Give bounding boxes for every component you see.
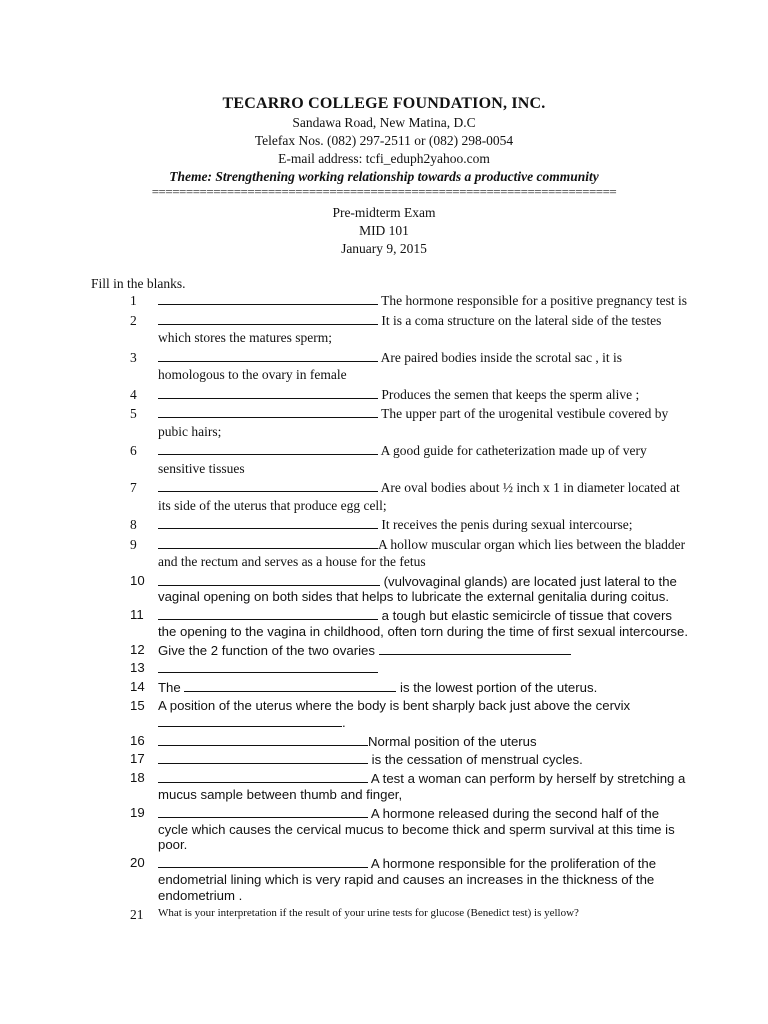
answer-blank[interactable] — [158, 480, 378, 492]
question-item — [130, 805, 690, 853]
question-text — [158, 679, 690, 696]
question-number: 2 — [130, 312, 137, 328]
theme-line: Theme: Strengthening working relationship towards a productive community — [169, 169, 599, 184]
answer-blank[interactable] — [158, 517, 378, 529]
question-text — [158, 642, 690, 659]
question-item — [130, 660, 690, 677]
question-item — [130, 770, 690, 803]
question-number: 7 — [130, 480, 137, 495]
question-text — [158, 479, 690, 514]
document-header — [0, 94, 768, 258]
question-description: a tough but elastic semicircle of tissue that covers the opening to the vagina in childhood, often torn during the time of first sexual intercourse. — [158, 608, 689, 639]
question-prompt: What is your interpretation if the result of your urine tests for glucose (Benedict test) is yellow? — [158, 906, 579, 919]
question-number: 4 — [130, 386, 137, 402]
question-description: Normal position of the uterus — [368, 733, 537, 749]
answer-blank[interactable] — [158, 537, 378, 549]
question-text — [158, 733, 690, 750]
question-number: 5 — [130, 406, 137, 421]
question-description: It is a coma structure on the lateral side of the testes which stores the matures sperm; — [158, 312, 662, 345]
question-description: It receives the penis during sexual intercourse; — [378, 517, 633, 532]
question-description: A hormone released during the second half of the cycle which causes the cervical mucus to become thick and sperm survival at this time is poor. — [158, 805, 675, 853]
question-number: 19 — [130, 804, 145, 820]
question-number: 17 — [130, 751, 145, 767]
question-text — [158, 405, 690, 440]
question-prompt: The — [158, 680, 185, 696]
question-text — [158, 349, 690, 384]
question-text — [158, 770, 690, 803]
instructions: Fill in the blanks. — [91, 276, 186, 291]
question-description: Produces the semen that keeps the sperm alive ; — [378, 386, 640, 402]
question-description: (vulvovaginal glands) are located just lateral to the vaginal opening on both sides that helps to lubricate the external genitalia during coitus. — [158, 573, 677, 605]
question-item — [130, 855, 690, 903]
question-description: Are oval bodies about ½ inch x 1 in diameter located at its side of the uterus that produce egg cell; — [158, 480, 680, 513]
question-item — [130, 733, 690, 750]
question-number: 10 — [130, 572, 145, 588]
exam-title: Pre-midterm Exam — [332, 205, 436, 220]
question-number: 9 — [130, 536, 137, 552]
question-number: 13 — [130, 660, 145, 676]
question-text — [158, 906, 690, 920]
answer-blank[interactable] — [158, 313, 378, 325]
answer-blank[interactable] — [158, 805, 368, 818]
answer-blank[interactable] — [158, 660, 378, 673]
answer-blank[interactable] — [158, 387, 378, 399]
question-text — [158, 805, 690, 853]
question-description: . — [342, 714, 346, 730]
question-item — [130, 679, 690, 696]
question-prompt: Give the 2 function of the two ovaries — [158, 642, 379, 658]
question-item — [130, 312, 690, 347]
question-item — [130, 479, 690, 514]
question-text — [158, 698, 690, 731]
school-address: Sandawa Road, New Matina, D.C — [292, 115, 476, 130]
question-item — [130, 536, 690, 571]
question-number: 11 — [130, 607, 144, 623]
question-item — [130, 349, 690, 384]
question-text — [158, 660, 690, 677]
question-text — [158, 751, 690, 768]
question-number: 8 — [130, 517, 137, 532]
email-line: E-mail address: tcfi_eduph2yahoo.com — [278, 151, 490, 166]
question-item — [130, 607, 690, 640]
question-description: A test a woman can perform by herself by stretching a mucus sample between thumb and finger, — [158, 771, 686, 803]
question-item — [130, 573, 690, 606]
question-item — [130, 906, 690, 924]
question-description: A hollow muscular organ which lies between the bladder and the rectum and serves as a house for the fetus — [158, 536, 686, 569]
answer-blank[interactable] — [379, 642, 571, 655]
question-text — [158, 442, 690, 477]
question-number: 12 — [130, 641, 145, 657]
question-number: 1 — [130, 293, 137, 308]
question-number: 6 — [130, 443, 137, 458]
answer-blank[interactable] — [158, 350, 378, 362]
question-item — [130, 698, 690, 731]
telefax-line: Telefax Nos. (082) 297-2511 or (082) 298-0054 — [254, 133, 514, 148]
course-code: MID 101 — [359, 223, 409, 238]
question-list — [130, 292, 690, 925]
question-description: A good guide for catheterization made up of very sensitive tissues — [158, 443, 647, 476]
answer-blank[interactable] — [158, 751, 368, 764]
question-prompt: A position of the uterus where the body is bent sharply back just above the cervix — [158, 698, 631, 714]
question-number: 15 — [130, 698, 145, 714]
question-number: 18 — [130, 770, 145, 786]
separator-rule: ==================================================================== — [151, 186, 617, 197]
question-item — [130, 442, 690, 477]
question-item — [130, 751, 690, 768]
question-description: The upper part of the urogenital vestibule covered by pubic hairs; — [158, 406, 669, 439]
question-description: is the lowest portion of the uterus. — [396, 680, 598, 696]
question-text — [158, 607, 690, 640]
school-name: TECARRO COLLEGE FOUNDATION, INC. — [222, 95, 546, 112]
question-number: 3 — [130, 349, 137, 365]
question-text — [158, 536, 690, 571]
answer-blank[interactable] — [158, 770, 368, 783]
answer-blank[interactable] — [158, 443, 378, 455]
answer-blank[interactable] — [184, 679, 396, 692]
question-number: 21 — [130, 906, 144, 922]
answer-blank[interactable] — [158, 733, 368, 746]
question-number: 20 — [130, 855, 145, 871]
question-number: 16 — [130, 732, 145, 748]
answer-blank[interactable] — [158, 607, 378, 620]
answer-blank[interactable] — [158, 293, 378, 305]
question-item — [130, 642, 690, 659]
question-description: Are paired bodies inside the scrotal sac , it is homologous to the ovary in female — [158, 349, 623, 382]
question-item — [130, 516, 690, 534]
question-description: A hormone responsible for the proliferation of the endometrial lining which is very rapid and causes an increases in the thickness of the endometrium . — [158, 856, 657, 903]
question-description: The hormone responsible for a positive pregnancy test is — [378, 293, 688, 308]
exam-date: January 9, 2015 — [341, 241, 427, 256]
answer-blank[interactable] — [158, 406, 378, 418]
question-text — [158, 312, 690, 347]
answer-blank[interactable] — [158, 855, 368, 868]
question-text — [158, 292, 690, 310]
question-item — [130, 405, 690, 440]
question-description: is the cessation of menstrual cycles. — [368, 752, 583, 768]
question-text — [158, 516, 690, 534]
question-item — [130, 386, 690, 404]
answer-blank[interactable] — [158, 573, 380, 586]
question-item — [130, 292, 690, 310]
answer-blank[interactable] — [158, 714, 342, 727]
question-text — [158, 855, 690, 903]
question-text — [158, 573, 690, 606]
question-text — [158, 386, 690, 404]
question-number: 14 — [130, 679, 145, 695]
